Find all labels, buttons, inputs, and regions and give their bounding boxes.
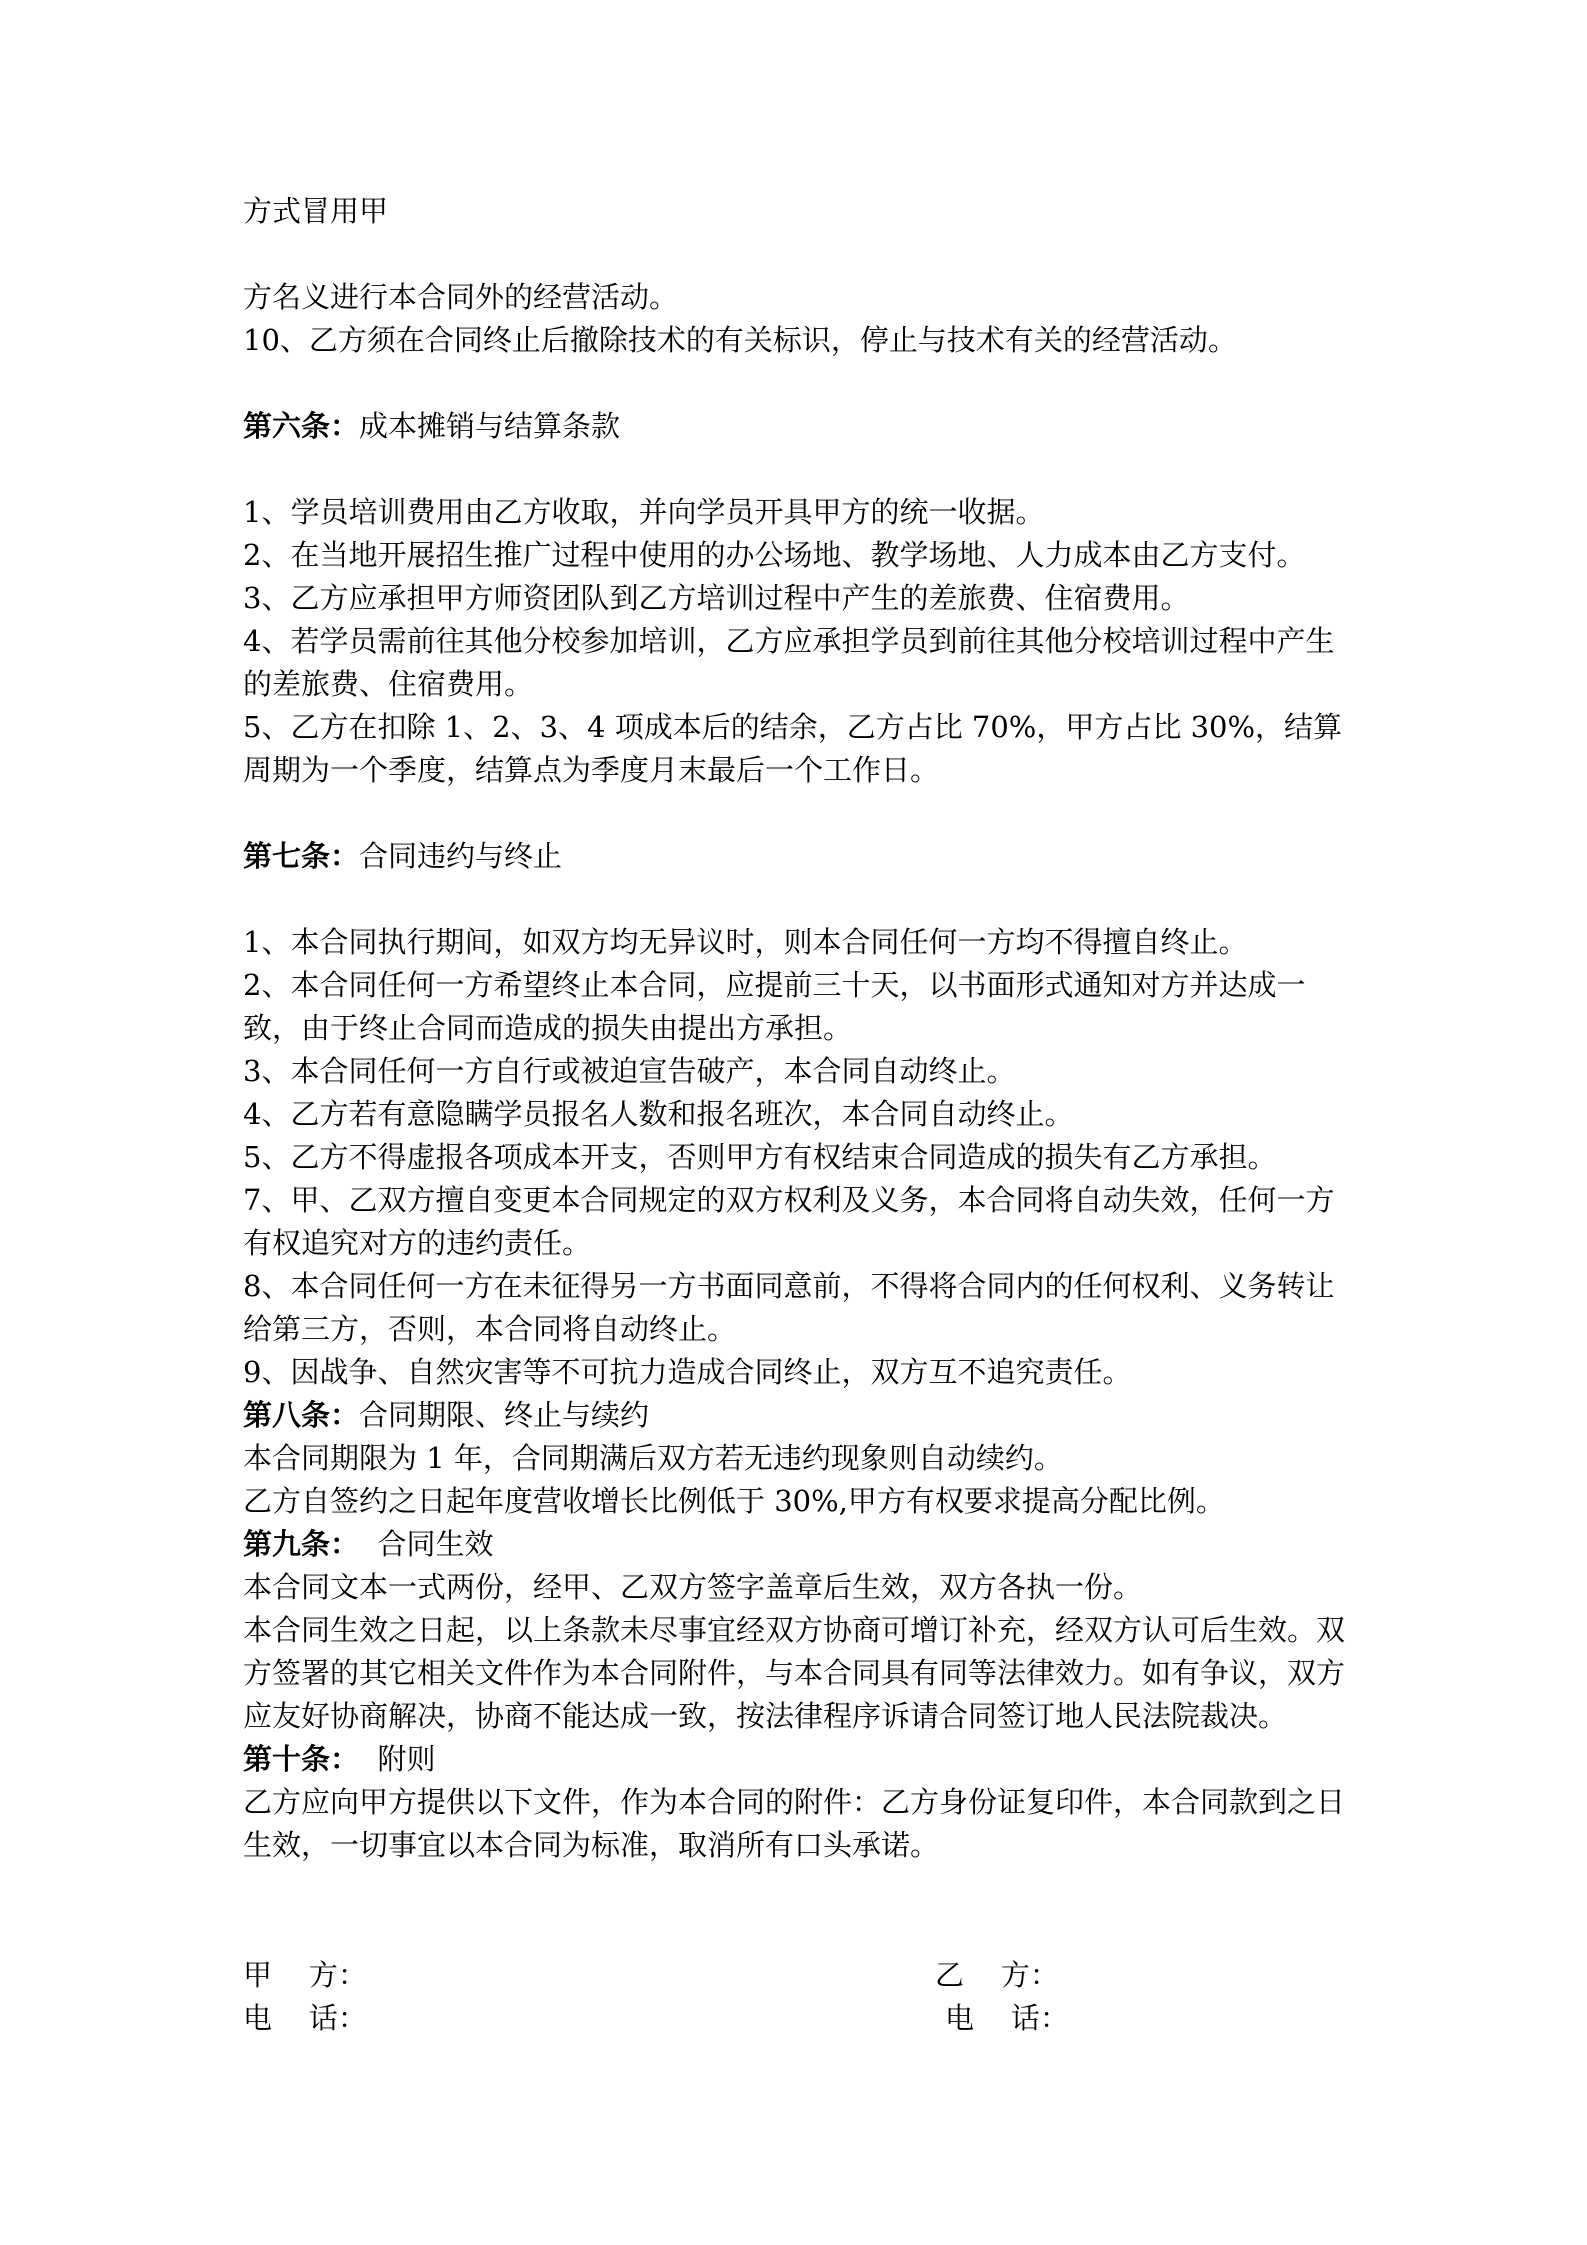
clause-paragraph: 7、甲、乙双方擅自变更本合同规定的双方权利及义务，本合同将自动失效，任何一方有权追究对方的违约责任。 [243,1183,1335,1260]
phone-a-label: 电 话： [243,2001,367,2035]
article-heading [243,405,1363,448]
clause-paragraph: 本合同生效之日起，以上条款未尽事宜经双方协商可增订补充，经双方认可后生效。双方签署的其它相关文件作为本合同附件，与本合同具有同等法律效力。如有争议，双方应友好协商解决，协商不能达成一致，按法律程序诉请合同签订地人民法院裁决。 [243,1613,1346,1733]
clause-paragraph: 4、乙方若有意隐瞒学员报名人数和报名班次，本合同自动终止。 [243,1097,1074,1131]
clause-paragraph: 2、在当地开展招生推广过程中使用的办公场地、教学场地、人力成本由乙方支付。 [243,538,1306,572]
article-number: 第八条： [243,1398,360,1432]
signature-row-party [243,1954,1363,1997]
clause-paragraph: 5、乙方不得虚报各项成本开支，否则甲方有权结束合同造成的损失有乙方承担。 [243,1140,1277,1174]
article-number: 第六条： [243,409,360,443]
clause-paragraph: 8、本合同任何一方在未征得另一方书面同意前，不得将合同内的任何权利、义务转让给第三方，否则，本合同将自动终止。 [243,1269,1335,1346]
clause-paragraph: 方式冒用甲 [243,194,389,228]
signature-row-phone [243,1997,1363,2040]
article-number: 第九条： [243,1527,360,1561]
clause-paragraph: 3、本合同任何一方自行或被迫宣告破产，本合同自动终止。 [243,1054,1016,1088]
clause-paragraph: 5、乙方在扣除 1、2、3、4 项成本后的结余，乙方占比 70%，甲方占比 30%，结算周期为一个季度，结算点为季度月末最后一个工作日。 [243,710,1343,787]
article-heading [243,1394,1363,1437]
clause-paragraph: 9、因战争、自然灾害等不可抗力造成合同终止，双方互不追究责任。 [243,1355,1132,1389]
phone-b-label: 电 话： [945,2001,1069,2035]
clause-paragraph: 本合同期限为 1 年，合同期满后双方若无违约现象则自动续约。 [243,1441,1063,1475]
article-title: 附则 [359,1742,436,1776]
clause-paragraph: 4、若学员需前往其他分校参加培训，乙方应承担学员到前往其他分校培训过程中产生的差旅费、住宿费用。 [243,624,1335,701]
party-a-label: 甲 方： [243,1958,367,1992]
clause-paragraph: 2、本合同任何一方希望终止本合同，应提前三十天，以书面形式通知对方并达成一致，由于终止合同而造成的损失由提出方承担。 [243,968,1306,1045]
clause-paragraph: 本合同文本一式两份，经甲、乙双方签字盖章后生效，双方各执一份。 [243,1570,1143,1604]
clause-paragraph: 1、本合同执行期间，如双方均无异议时，则本合同任何一方均不得擅自终止。 [243,925,1248,959]
clause-paragraph: 3、乙方应承担甲方师资团队到乙方培训过程中产生的差旅费、住宿费用。 [243,581,1190,615]
article-heading [243,1523,1363,1566]
party-b-label: 乙 方： [935,1958,1059,1992]
article-title: 合同生效 [359,1527,494,1561]
clause-paragraph: 10、乙方须在合同终止后撤除技术的有关标识，停止与技术有关的经营活动。 [243,323,1237,357]
article-number: 第十条： [243,1742,360,1776]
article-title: 合同违约与终止 [359,839,563,873]
article-title: 成本摊销与结算条款 [359,409,621,443]
contract-body [243,190,1363,1867]
clause-paragraph: 1、学员培训费用由乙方收取，并向学员开具甲方的统一收据。 [243,495,1045,529]
clause-paragraph: 乙方自签约之日起年度营收增长比例低于 30%,甲方有权要求提高分配比例。 [243,1484,1225,1518]
article-title: 合同期限、终止与续约 [359,1398,650,1432]
article-number: 第七条： [243,839,360,873]
article-heading [243,835,1363,878]
article-heading [243,1738,1363,1781]
clause-paragraph: 方名义进行本合同外的经营活动。 [243,280,679,314]
clause-paragraph: 乙方应向甲方提供以下文件，作为本合同的附件：乙方身份证复印件，本合同款到之日生效，一切事宜以本合同为标准，取消所有口头承诺。 [243,1785,1346,1862]
